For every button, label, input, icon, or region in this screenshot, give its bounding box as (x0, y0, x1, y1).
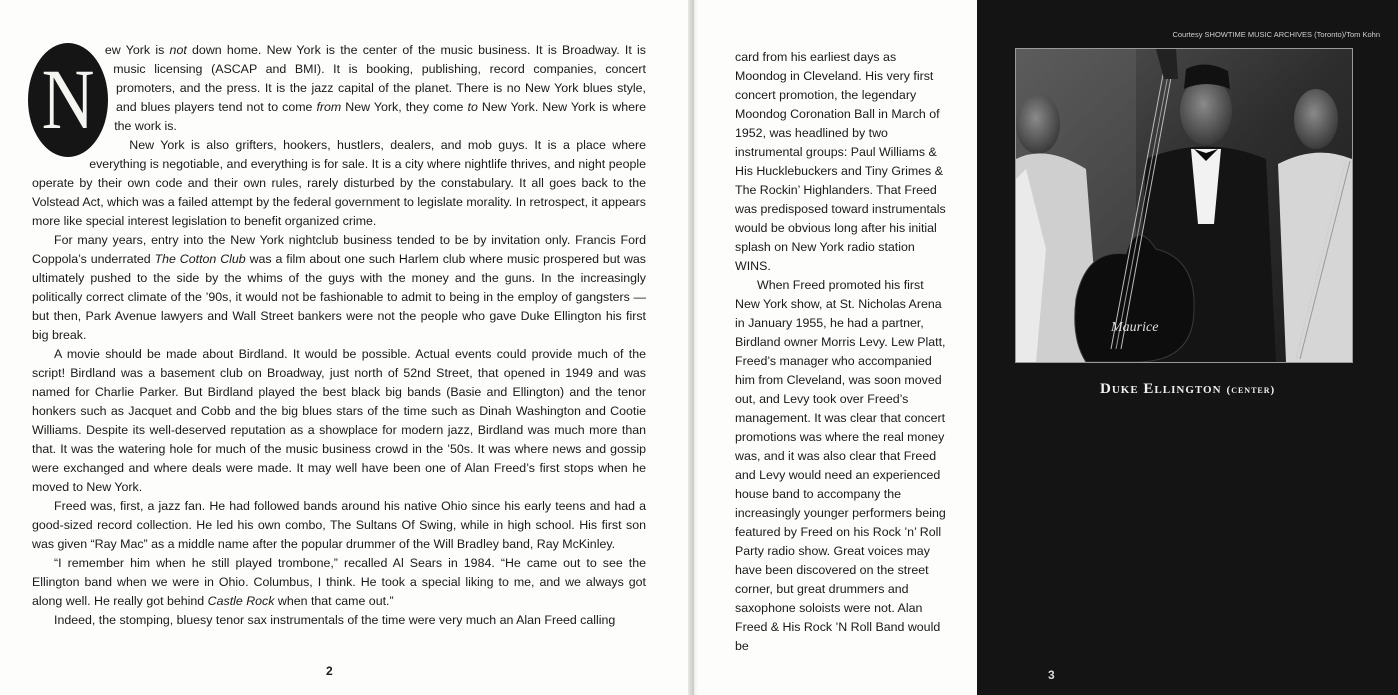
text-run: Indeed, the stomping, bluesy tenor sax instrumentals of the time were very much an Alan Freed calling (54, 613, 616, 627)
middle-page-body (735, 48, 951, 656)
paragraph (32, 611, 646, 630)
text-run: For many years, entry into the New York nightclub business tended to be by invitation only. Francis Ford Coppola’s underrated (32, 233, 646, 266)
caption-position: (center) (1226, 384, 1276, 396)
drop-cap-letter: N (41, 51, 95, 147)
paragraph (32, 345, 646, 497)
photo-caption (1100, 380, 1360, 398)
drop-cap (28, 43, 112, 161)
page-number-right: 3 (1048, 668, 1055, 682)
text-run: when that came out.” (274, 594, 394, 608)
text-run: New York. New York is where the work is. (114, 100, 646, 133)
text-run: ew York is (104, 43, 170, 57)
text-run: New York, they come (341, 100, 468, 114)
paragraph (32, 231, 646, 345)
text-run: New York is also grifters, hookers, hustlers, dealers, and mob guys. It is a place where everything is negotiable, and everything is for sale. It is a city where nightlife thrives, and night people operate by their own code and their own rules, rarely disturbed by the constabulary. It all goes back to the Volstead Act, which was a failed attempt by the federal government to legislate morality. In retrospect, it appears more like special interest legislation to benefit organized crime. (32, 138, 646, 228)
text-run: A movie should be made about Birdland. It would be possible. Actual events could provide much of the script! Birdland was a basement club on Broadway, just north of 52nd Street, that opened in 1949 and was named for Charlie Parker. But Birdland played the best black big bands (Basie and Ellington) and the tenor honkers such as Jacquet and Cobb and the big blues stars of the time such as Dinah Washington and Cootie Williams. Despite its well-deserved reputation as a showplace for modern jazz, Birdland was much more than that. It was the watering hole for much of the music business crowd in the ’50s. It was where news and gossip were exchanged and where deals were made. It may well have been one of Alan Freed’s first stops when he moved to New York. (32, 347, 646, 494)
page-number-left: 2 (326, 664, 333, 678)
italic-text: Castle Rock (207, 594, 275, 608)
bass-signature: Maurice (1111, 320, 1159, 335)
text-run: “I remember him when he still played trombone,” recalled Al Sears in 1984. “He came out to see the Ellington band when we were in Ohio. Columbus, I think. He took a special liking to me, and we always got along well. He really got behind (32, 556, 646, 608)
italic-text: not (169, 43, 187, 57)
italic-text: The Cotton Club (154, 252, 246, 266)
caption-name: Duke Ellington (1100, 381, 1222, 397)
photo-credit: Courtesy SHOWTIME MUSIC ARCHIVES (Toronto)/Tom Kohn (1172, 30, 1380, 39)
duke-ellington-photo (1015, 48, 1353, 363)
paragraph (32, 497, 646, 554)
book-gutter (688, 0, 700, 695)
text-run: Freed was, first, a jazz fan. He had followed bands around his native Ohio since his early teens and had a good-sized record collection. He led his own combo, The Sultans Of Swing, while in high school. His first son was given “Ray Mac” as a middle name after the popular drummer of the Will Bradley band, Ray McKinley. (32, 499, 646, 551)
text-run: When Freed promoted his first New York show, at St. Nicholas Arena in January 1955, he had a partner, Birdland owner Morris Levy. Lew Platt, Freed’s manager who accompanied him from Cleveland, was soon moved out, and Levy took over Freed’s management. It was clear that concert promotions was where the real money was, and it was also clear that Freed and Levy would need an experienced house band to accompany the increasingly younger performers being featured by Freed on his Rock ’n’ Roll Party radio show. Great voices may have been discovered on the street corner, but great drummers and saxophone soloists were not. Alan Freed & His Rock ’N Roll Band would be (735, 278, 946, 653)
italic-text: to (467, 100, 478, 114)
text-run: card from his earliest days as Moondog in Cleveland. His very first concert promotion, the legendary Moondog Coronation Ball in March of 1952, was headlined by two instrumental groups: Paul Williams & His Hucklebuckers and Tiny Grimes & The Rockin’ Highlanders. That Freed was predisposed toward instrumentals would be obvious long after his initial splash on New York radio station WINS. (735, 50, 946, 273)
paragraph (735, 48, 951, 276)
paragraph (32, 136, 646, 231)
italic-text: from (316, 100, 342, 114)
paragraph (32, 554, 646, 611)
text-run: down home. New York is the center of the music business. It is Broadway. It is music licensing (ASCAP and BMI). It is booking, publishing, record companies, concert promoters, and the press. It is the jazz capital of the planet. There is no New York blues style, and blues players tend not to come (113, 43, 647, 114)
text-run: was a film about one such Harlem club where music prospered but was ultimately pushed to the side by the whims of the guys with the money and the guns. In the increasingly politically correct climate of the ’90s, it would not be fashionable to admit to being in the employ of gangsters — but then, Park Avenue lawyers and Wall Street bankers were not the people who gave Duke Ellington his first big break. (32, 252, 646, 342)
paragraph (32, 41, 646, 136)
paragraph (735, 276, 951, 656)
left-page-body (32, 41, 646, 630)
